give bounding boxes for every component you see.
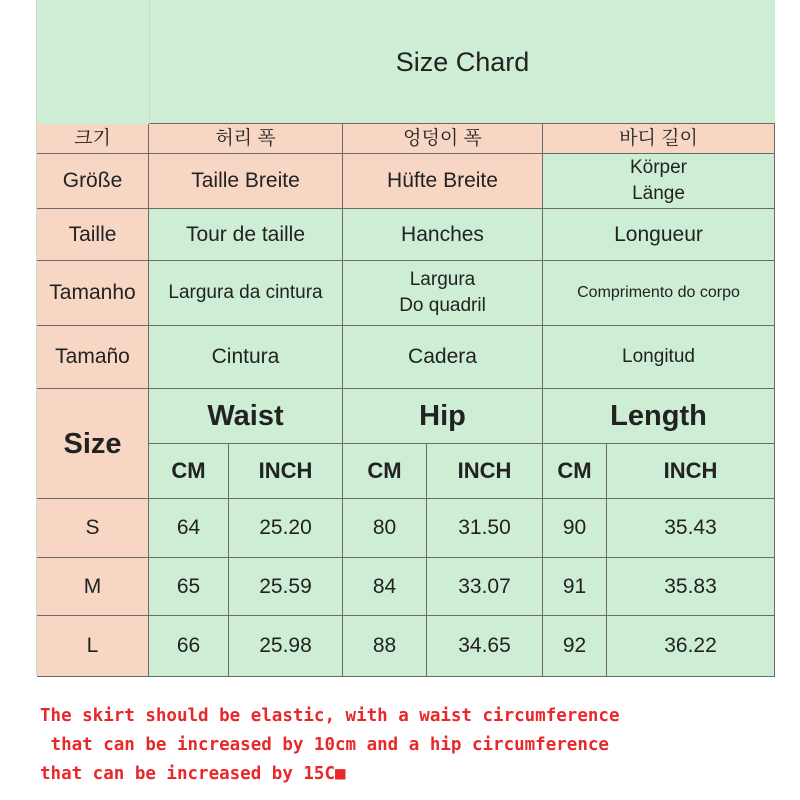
header-pt-waist: Largura da cintura bbox=[149, 261, 343, 326]
header-es-length: Longitud bbox=[543, 326, 775, 389]
chart-title: Size Chard bbox=[149, 0, 775, 124]
header-de-waist: Taille Breite bbox=[149, 154, 343, 209]
corner-blank bbox=[37, 0, 149, 124]
header-fr-length: Longueur bbox=[543, 209, 775, 261]
length-inch-value: 35.83 bbox=[607, 558, 775, 616]
header-fr-waist: Tour de taille bbox=[149, 209, 343, 261]
header-es-hip: Cadera bbox=[343, 326, 543, 389]
header-length: Length bbox=[543, 389, 775, 444]
length-inch-value: 35.43 bbox=[607, 499, 775, 558]
unit-length-inch: INCH bbox=[607, 444, 775, 499]
header-ko-length: 바디 길이 bbox=[543, 124, 775, 154]
header-pt-length: Comprimento do corpo bbox=[543, 261, 775, 326]
waist-cm-value: 66 bbox=[149, 616, 229, 677]
unit-hip-cm: CM bbox=[343, 444, 427, 499]
hip-cm-value: 88 bbox=[343, 616, 427, 677]
length-cm-value: 91 bbox=[543, 558, 607, 616]
unit-waist-inch: INCH bbox=[229, 444, 343, 499]
unit-length-cm: CM bbox=[543, 444, 607, 499]
header-fr-hip: Hanches bbox=[343, 209, 543, 261]
unit-hip-inch: INCH bbox=[427, 444, 543, 499]
header-size: Size bbox=[37, 389, 149, 499]
header-hip: Hip bbox=[343, 389, 543, 444]
hip-cm-value: 84 bbox=[343, 558, 427, 616]
header-ko-size: 크기 bbox=[37, 124, 149, 154]
header-de-hip: Hüfte Breite bbox=[343, 154, 543, 209]
unit-waist-cm: CM bbox=[149, 444, 229, 499]
length-cm-value: 90 bbox=[543, 499, 607, 558]
waist-inch-value: 25.98 bbox=[229, 616, 343, 677]
waist-cm-value: 65 bbox=[149, 558, 229, 616]
length-cm-value: 92 bbox=[543, 616, 607, 677]
header-es-waist: Cintura bbox=[149, 326, 343, 389]
header-fr-size: Taille bbox=[37, 209, 149, 261]
size-label: S bbox=[37, 499, 149, 558]
header-es-size: Tamaño bbox=[37, 326, 149, 389]
hip-cm-value: 80 bbox=[343, 499, 427, 558]
size-chart-table bbox=[36, 0, 775, 676]
hip-inch-value: 31.50 bbox=[427, 499, 543, 558]
size-label: L bbox=[37, 616, 149, 677]
size-label: M bbox=[37, 558, 149, 616]
header-pt-hip: Largura Do quadril bbox=[343, 261, 543, 326]
hip-inch-value: 34.65 bbox=[427, 616, 543, 677]
header-ko-waist: 허리 폭 bbox=[149, 124, 343, 154]
hip-inch-value: 33.07 bbox=[427, 558, 543, 616]
waist-inch-value: 25.59 bbox=[229, 558, 343, 616]
header-de-size: Größe bbox=[37, 154, 149, 209]
header-ko-hip: 엉덩이 폭 bbox=[343, 124, 543, 154]
header-de-length: Körper Länge bbox=[543, 154, 775, 209]
length-inch-value: 36.22 bbox=[607, 616, 775, 677]
header-waist: Waist bbox=[149, 389, 343, 444]
elastic-note: The skirt should be elastic, with a waist circumference that can be increased by 10cm and a hip circumference that can be increased by 15C■ bbox=[40, 706, 620, 784]
waist-inch-value: 25.20 bbox=[229, 499, 343, 558]
waist-cm-value: 64 bbox=[149, 499, 229, 558]
header-pt-size: Tamanho bbox=[37, 261, 149, 326]
